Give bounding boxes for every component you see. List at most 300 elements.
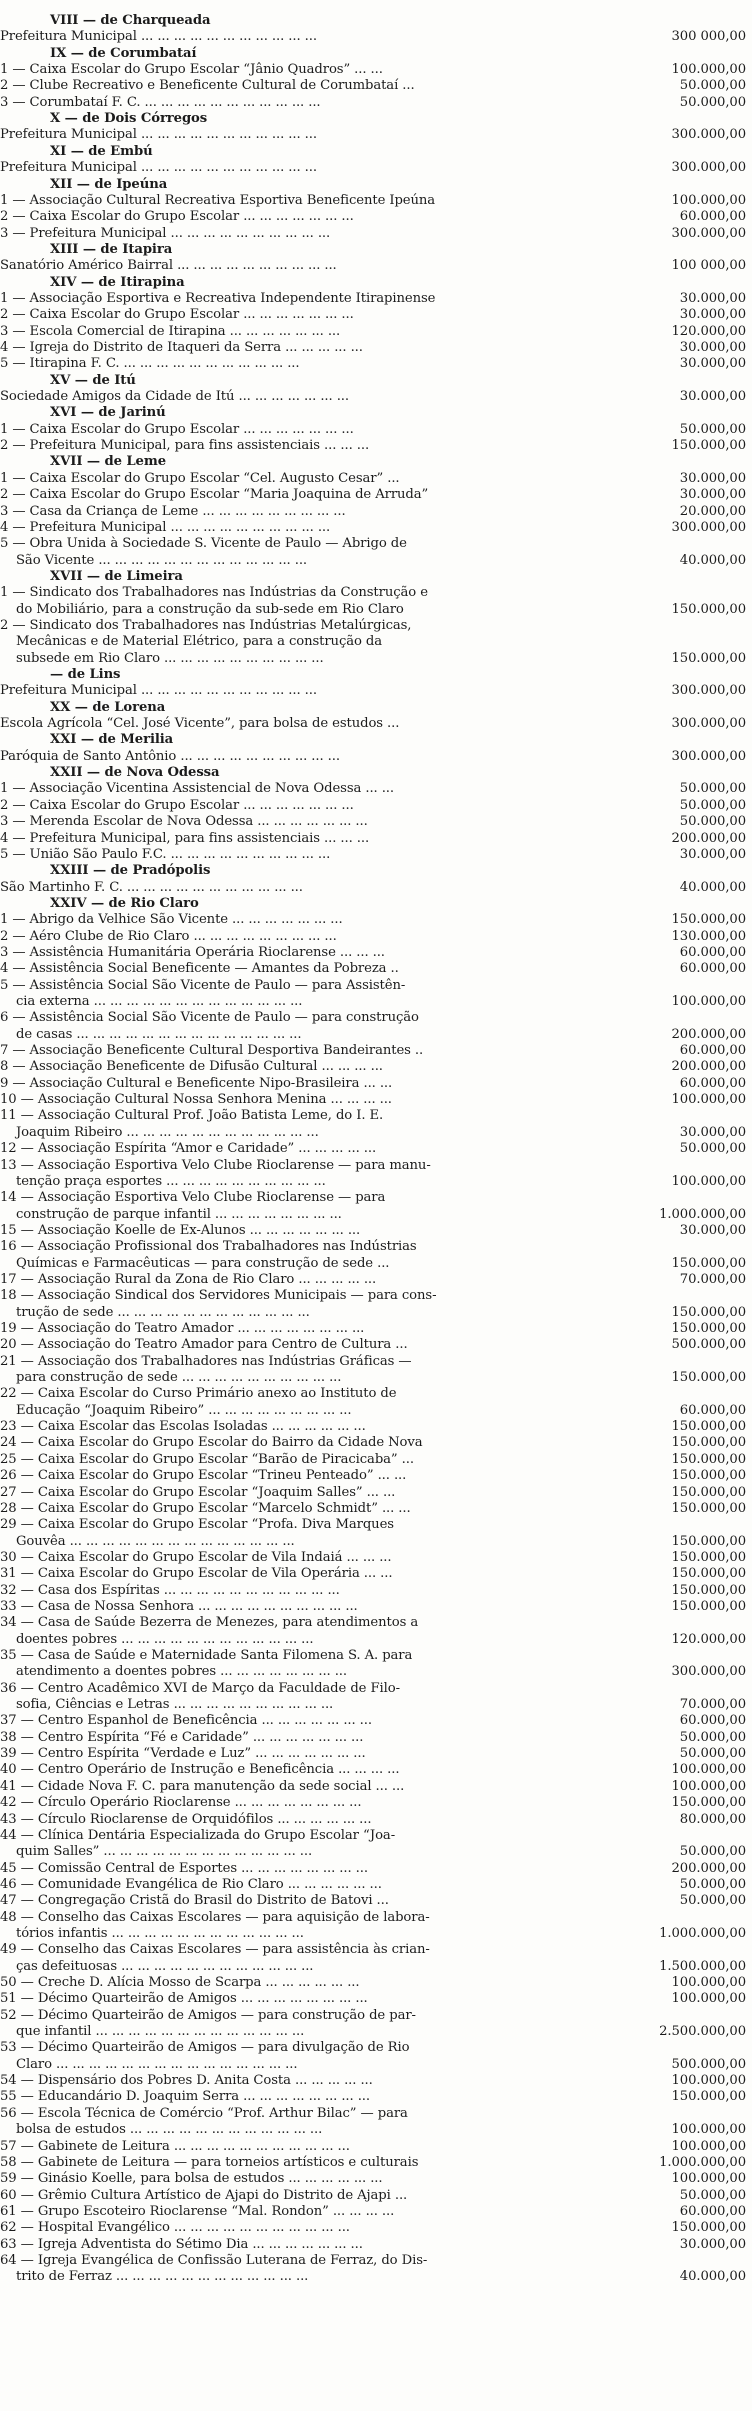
entry-text: 7 — Associação Beneficente Cultural Desportiva Bandeirantes .. — [0, 1043, 424, 1059]
entry-amount: 30.000,00 — [679, 2236, 746, 2252]
entry-amount: 2.500.000,00 — [659, 2024, 746, 2040]
entry-amount: 40.000,00 — [679, 879, 746, 895]
entry-continuation — [0, 993, 752, 1010]
entry-text: 37 — Centro Espanhol de Beneficência ... ... ... ... ... ... ... — [0, 1713, 372, 1729]
entry-amount: 150.000,00 — [671, 1304, 746, 1320]
entry-amount: 1.000.000,00 — [659, 1925, 746, 1941]
entry-amount: 30.000,00 — [679, 846, 746, 862]
entry-amount: 150.000,00 — [671, 1566, 746, 1582]
entry-amount: 50.000,00 — [679, 78, 746, 94]
entry-line — [0, 2105, 752, 2122]
entry-line — [0, 977, 752, 994]
entry-text: 1 — Associação Esportiva e Recreativa Independente Itirapinense — [0, 290, 436, 306]
entry-line — [0, 830, 752, 847]
section-heading — [0, 453, 752, 470]
entry-text: Gouvêa ... ... ... ... ... ... ... ... ... ... ... ... ... ... — [16, 1533, 295, 1549]
entry-text: 63 — Igreja Adventista do Sétimo Dia ... ... ... ... ... ... ... — [0, 2236, 363, 2252]
entry-amount: 100.000,00 — [671, 2122, 746, 2138]
entry-amount: 1.500.000,00 — [659, 1958, 746, 1974]
entry-line — [0, 1729, 752, 1746]
entry-text: ças defeituosas ... ... ... ... ... ... ... ... ... ... ... ... — [16, 1958, 314, 1974]
entry-amount: 200.000,00 — [671, 1059, 746, 1075]
entry-line — [0, 1058, 752, 1075]
entry-line — [0, 225, 752, 242]
section-heading — [0, 110, 752, 127]
entry-continuation — [0, 1304, 752, 1321]
entry-continuation — [0, 650, 752, 667]
section-heading-text: XX — de Lorena — [50, 699, 166, 715]
entry-line — [0, 1582, 752, 1599]
entry-line — [0, 2252, 752, 2269]
entry-continuation — [0, 601, 752, 618]
entry-text: 8 — Associação Beneficente de Difusão Cultural ... ... ... ... — [0, 1059, 383, 1075]
entry-amount: 300.000,00 — [671, 748, 746, 764]
entry-line — [0, 388, 752, 405]
entry-line — [0, 1892, 752, 1909]
entry-line — [0, 1467, 752, 1484]
section-heading-text: XIII — de Itapira — [50, 241, 173, 257]
entry-line — [0, 1712, 752, 1729]
entry-amount: 150.000,00 — [671, 1500, 746, 1516]
entry-amount: 300.000,00 — [671, 225, 746, 241]
entry-text: 1 — Associação Cultural Recreativa Esportiva Beneficente Ipeúna — [0, 192, 436, 208]
entry-line — [0, 1860, 752, 1877]
entry-amount: 300.000,00 — [671, 127, 746, 143]
entry-line — [0, 879, 752, 896]
entry-text: Prefeitura Municipal ... ... ... ... ... ... ... ... ... ... ... — [0, 683, 317, 699]
entry-line — [0, 1353, 752, 1370]
entry-text: 2 — Caixa Escolar do Grupo Escolar ... ... ... ... ... ... ... — [0, 797, 354, 813]
entry-text: 1 — Sindicato dos Trabalhadores nas Indústrias da Construção e — [0, 585, 428, 601]
entry-text: 4 — Prefeitura Municipal, para fins assistenciais ... ... ... — [0, 830, 370, 846]
entry-text: 3 — Assistência Humanitária Operária Rioclarense ... ... ... — [0, 944, 385, 960]
entry-text: Escola Agrícola “Cel. José Vicente”, para bolsa de estudos ... — [0, 716, 400, 732]
entry-text: 26 — Caixa Escolar do Grupo Escolar “Trineu Penteado” ... ... — [0, 1468, 407, 1484]
entry-line — [0, 1794, 752, 1811]
entry-text: 22 — Caixa Escolar do Curso Primário anexo ao Instituto de — [0, 1386, 397, 1402]
entry-amount: 150.000,00 — [671, 1419, 746, 1435]
entry-text: 13 — Associação Esportiva Velo Clube Rioclarense — para manu- — [0, 1157, 431, 1173]
entry-amount: 40.000,00 — [679, 2269, 746, 2285]
entry-amount: 50.000,00 — [679, 781, 746, 797]
entry-amount: 150.000,00 — [671, 438, 746, 454]
entry-line — [0, 2039, 752, 2056]
entry-text: 12 — Associação Espírita “Amor e Caridade” ... ... ... ... ... — [0, 1141, 377, 1157]
entry-text: 4 — Assistência Social Beneficente — Amantes da Pobreza .. — [0, 961, 399, 977]
entry-line — [0, 1107, 752, 1124]
entry-line — [0, 2187, 752, 2204]
entry-line — [0, 1091, 752, 1108]
entry-text: trito de Ferraz ... ... ... ... ... ... ... ... ... ... ... ... — [16, 2269, 309, 2285]
entry-line — [0, 944, 752, 961]
entry-continuation — [0, 1958, 752, 1975]
entry-text: 2 — Prefeitura Municipal, para fins assistenciais ... ... ... — [0, 438, 370, 454]
entry-text: 3 — Casa da Criança de Leme ... ... ... ... ... ... ... ... ... — [0, 503, 346, 519]
entry-text: 38 — Centro Espírita “Fé e Caridade” ... ... ... ... ... ... ... — [0, 1729, 364, 1745]
entry-continuation — [0, 1255, 752, 1272]
entry-text: 46 — Comunidade Evangélica de Rio Claro ... ... ... ... ... ... — [0, 1876, 382, 1892]
entry-line — [0, 2219, 752, 2236]
entry-line — [0, 2203, 752, 2220]
entry-text: 9 — Associação Cultural e Beneficente Nipo-Brasileira ... ... — [0, 1075, 393, 1091]
entry-continuation — [0, 552, 752, 569]
section-heading-text: X — de Dois Córregos — [50, 111, 208, 127]
entry-line — [0, 1385, 752, 1402]
entry-text: Educação “Joaquim Ribeiro” ... ... ... ... ... ... ... ... ... — [16, 1402, 352, 1418]
entry-line — [0, 126, 752, 143]
entry-text: 2 — Clube Recreativo e Beneficente Cultural de Corumbataí ... — [0, 78, 415, 94]
entry-amount: 150.000,00 — [671, 1549, 746, 1565]
entry-line — [0, 1941, 752, 1958]
entry-amount: 150.000,00 — [671, 1582, 746, 1598]
entry-line — [0, 1042, 752, 1059]
entry-text: 41 — Cidade Nova F. C. para manutenção da sede social ... ... — [0, 1778, 405, 1794]
entry-line — [0, 960, 752, 977]
entry-line — [0, 503, 752, 520]
entry-continuation — [0, 1124, 752, 1141]
entry-line — [0, 257, 752, 274]
entry-continuation — [0, 2268, 752, 2285]
entry-continuation — [0, 1206, 752, 1223]
entry-line — [0, 1778, 752, 1795]
entry-text: 42 — Círculo Operário Rioclarense ... ... ... ... ... ... ... ... — [0, 1795, 362, 1811]
entry-line — [0, 1451, 752, 1468]
entry-text: Sociedade Amigos da Cidade de Itú ... ... ... ... ... ... ... — [0, 389, 349, 405]
entry-text: 23 — Caixa Escolar das Escolas Isoladas ... ... ... ... ... ... — [0, 1419, 366, 1435]
entry-text: 58 — Gabinete de Leitura — para torneios artísticos e culturais — [0, 2154, 419, 2170]
entry-continuation — [0, 2121, 752, 2138]
entry-text: 2 — Sindicato dos Trabalhadores nas Indústrias Metalúrgicas, — [0, 617, 412, 633]
section-heading-text: XVI — de Jarinú — [50, 405, 166, 421]
entry-line — [0, 1680, 752, 1697]
entry-amount: 60.000,00 — [679, 944, 746, 960]
entry-amount: 100.000,00 — [671, 1173, 746, 1189]
entry-amount: 50.000,00 — [679, 2187, 746, 2203]
entry-amount: 60.000,00 — [679, 2203, 746, 2219]
entry-amount: 70.000,00 — [679, 1697, 746, 1713]
entry-line — [0, 1336, 752, 1353]
entry-amount: 300.000,00 — [671, 716, 746, 732]
entry-amount: 20.000,00 — [679, 503, 746, 519]
entry-amount: 500.000,00 — [671, 2056, 746, 2072]
entry-text: 44 — Clínica Dentária Especializada do Grupo Escolar “Joa- — [0, 1827, 396, 1843]
entry-text: 53 — Décimo Quarteirão de Amigos — para divulgação de Rio — [0, 2040, 410, 2056]
section-heading-text: XXII — de Nova Odessa — [50, 765, 220, 781]
entry-line — [0, 2007, 752, 2024]
entry-line — [0, 77, 752, 94]
entry-text: 57 — Gabinete de Leitura ... ... ... ... ... ... ... ... ... ... ... — [0, 2138, 350, 2154]
entry-text: 1 — Caixa Escolar do Grupo Escolar “Cel. Augusto Cesar” ... — [0, 470, 400, 486]
entry-text: 35 — Casa de Saúde e Maternidade Santa Filomena S. A. para — [0, 1648, 413, 1663]
entry-line — [0, 1287, 752, 1304]
entry-line — [0, 1647, 752, 1664]
entry-line — [0, 1516, 752, 1533]
entry-text: 61 — Grupo Escoteiro Rioclarense “Mal. Rondon” ... ... ... ... — [0, 2203, 395, 2219]
entry-amount: 100.000,00 — [671, 994, 746, 1009]
entry-text: 32 — Casa dos Espíritas ... ... ... ... ... ... ... ... ... ... ... — [0, 1582, 340, 1598]
entry-text: 6 — Assistência Social São Vicente de Paulo — para construção — [0, 1010, 419, 1026]
section-heading-text: XVII — de Leme — [50, 454, 166, 470]
entry-text: 15 — Associação Koelle de Ex-Alunos ... ... ... ... ... ... ... — [0, 1222, 361, 1238]
entry-amount: 60.000,00 — [679, 1402, 746, 1418]
entry-line — [0, 911, 752, 928]
entry-line — [0, 1811, 752, 1828]
entry-text: 11 — Associação Cultural Prof. João Batista Leme, do I. E. — [0, 1108, 384, 1124]
entry-amount: 100.000,00 — [671, 1778, 746, 1794]
entry-amount: 200.000,00 — [671, 830, 746, 846]
entry-text: 49 — Conselho das Caixas Escolares — para assistência às crian- — [0, 1942, 430, 1958]
entry-line — [0, 1990, 752, 2007]
section-heading-text: — de Lins — [50, 667, 121, 682]
entry-line — [0, 1418, 752, 1435]
entry-line — [0, 1320, 752, 1337]
entry-amount: 60.000,00 — [679, 209, 746, 225]
section-heading — [0, 862, 752, 879]
section-heading — [0, 699, 752, 716]
entry-amount: 50.000,00 — [679, 1141, 746, 1157]
entry-line — [0, 437, 752, 454]
section-heading-text: XIV — de Itirapina — [50, 274, 185, 290]
entry-line — [0, 584, 752, 601]
entry-text: 60 — Grêmio Cultura Artístico de Ajapi do Distrito de Ajapi ... — [0, 2187, 408, 2203]
entry-amount: 150.000,00 — [671, 1451, 746, 1467]
entry-amount: 30.000,00 — [679, 1124, 746, 1140]
entry-text: construção de parque infantil ... ... ... ... ... ... ... ... — [16, 1206, 342, 1222]
entry-line — [0, 813, 752, 830]
section-heading-text: VIII — de Charqueada — [50, 13, 211, 28]
entry-text: 59 — Ginásio Koelle, para bolsa de estudos ... ... ... ... ... ... — [0, 2171, 383, 2187]
section-heading-text: IX — de Corumbataí — [50, 45, 197, 61]
entry-line — [0, 208, 752, 225]
entry-text: 3 — Merenda Escolar de Nova Odessa ... ... ... ... ... ... ... — [0, 814, 368, 830]
entry-text: Joaquim Ribeiro ... ... ... ... ... ... ... ... ... ... ... ... — [16, 1124, 319, 1140]
entry-text: 20 — Associação do Teatro Amador para Centro de Cultura ... — [0, 1337, 408, 1353]
entry-text: 2 — Caixa Escolar do Grupo Escolar ... ... ... ... ... ... ... — [0, 209, 354, 225]
entry-amount: 300.000,00 — [671, 683, 746, 699]
entry-text: 54 — Dispensário dos Pobres D. Anita Costa ... ... ... ... ... — [0, 2073, 373, 2089]
entry-amount: 60.000,00 — [679, 1043, 746, 1059]
entry-text: 47 — Congregação Cristã do Brasil do Distrito de Batovi ... — [0, 1893, 389, 1909]
entry-text: 34 — Casa de Saúde Bezerra de Menezes, para atendimentos a — [0, 1615, 419, 1631]
entry-line — [0, 306, 752, 323]
section-heading — [0, 176, 752, 193]
entry-text: 56 — Escola Técnica de Comércio “Prof. Arthur Bilac” — para — [0, 2105, 408, 2121]
section-heading — [0, 241, 752, 258]
entry-amount: 50.000,00 — [679, 1876, 746, 1892]
entry-line — [0, 1761, 752, 1778]
entry-text: 28 — Caixa Escolar do Grupo Escolar “Marcelo Schmidt” ... ... — [0, 1500, 411, 1516]
entry-continuation — [0, 1369, 752, 1386]
entry-amount: 150.000,00 — [671, 2220, 746, 2236]
entry-amount: 150.000,00 — [671, 650, 746, 666]
entry-text: Prefeitura Municipal ... ... ... ... ... ... ... ... ... ... ... — [0, 160, 317, 176]
entry-line — [0, 682, 752, 699]
entry-amount: 200.000,00 — [671, 1860, 746, 1876]
entry-amount: 150.000,00 — [671, 1321, 746, 1336]
entry-line — [0, 1222, 752, 1239]
entry-text: 4 — Prefeitura Municipal ... ... ... ... ... ... ... ... ... ... — [0, 519, 331, 535]
entry-text: 1 — Caixa Escolar do Grupo Escolar “Jânio Quadros” ... ... — [0, 62, 383, 78]
entry-text: 45 — Comissão Central de Esportes ... ... ... ... ... ... ... ... — [0, 1860, 368, 1876]
entry-text: 18 — Associação Sindical dos Servidores Municipais — para cons- — [0, 1288, 437, 1304]
entry-line — [0, 780, 752, 797]
entry-amount: 1.000.000,00 — [659, 2154, 746, 2170]
entry-line — [0, 748, 752, 765]
entry-text: 1 — Abrigo da Velhice São Vicente ... ... ... ... ... ... ... — [0, 912, 343, 928]
entry-text: 2 — Aéro Clube de Rio Claro ... ... ... ... ... ... ... ... ... — [0, 928, 337, 944]
entry-text: 10 — Associação Cultural Nossa Senhora Menina ... ... ... ... — [0, 1092, 392, 1108]
entry-line — [0, 2154, 752, 2171]
entry-amount: 100.000,00 — [671, 1975, 746, 1990]
entry-line — [0, 2170, 752, 2187]
entry-line — [0, 1434, 752, 1451]
entry-text: 5 — União São Paulo F.C. ... ... ... ... ... ... ... ... ... ... — [0, 846, 331, 862]
entry-text: sofia, Ciências e Letras ... ... ... ... ... ... ... ... ... ... — [16, 1697, 334, 1713]
entry-amount: 30.000,00 — [679, 389, 746, 405]
entry-line — [0, 1271, 752, 1288]
entry-amount: 120.000,00 — [671, 323, 746, 339]
section-heading — [0, 666, 752, 683]
entry-text: 16 — Associação Profissional dos Trabalhadores nas Indústrias — [0, 1239, 417, 1255]
entry-amount: 60.000,00 — [679, 1075, 746, 1091]
section-heading-text: XXIII — de Pradópolis — [50, 863, 211, 879]
entry-text: 17 — Associação Rural da Zona de Rio Claro ... ... ... ... ... — [0, 1271, 377, 1287]
section-heading — [0, 568, 752, 585]
entry-line — [0, 1189, 752, 1206]
entry-amount: 150.000,00 — [671, 1795, 746, 1811]
entry-continuation — [0, 1631, 752, 1648]
entry-line — [0, 28, 752, 45]
entry-text: Prefeitura Municipal ... ... ... ... ... ... ... ... ... ... ... — [0, 29, 317, 45]
entry-text: 51 — Décimo Quarteirão de Amigos ... ... ... ... ... ... ... ... — [0, 1991, 368, 2007]
entry-text: 3 — Prefeitura Municipal ... ... ... ... ... ... ... ... ... ... — [0, 225, 331, 241]
entry-line — [0, 192, 752, 209]
entry-amount: 30.000,00 — [679, 470, 746, 486]
entry-amount: 70.000,00 — [679, 1271, 746, 1287]
entry-text: 24 — Caixa Escolar do Grupo Escolar do Bairro da Cidade Nova — [0, 1435, 423, 1451]
entry-amount: 100.000,00 — [671, 1991, 746, 2007]
entry-amount: 50.000,00 — [679, 814, 746, 830]
entry-line — [0, 421, 752, 438]
entry-continuation — [0, 2023, 752, 2040]
section-heading — [0, 274, 752, 291]
entry-text: cia externa ... ... ... ... ... ... ... ... ... ... ... ... ... — [16, 994, 303, 1009]
entry-text: Mecânicas e de Material Elétrico, para a construção da — [16, 634, 383, 650]
entry-amount: 80.000,00 — [679, 1811, 746, 1827]
entry-text: Prefeitura Municipal ... ... ... ... ... ... ... ... ... ... ... — [0, 127, 317, 143]
entry-text: bolsa de estudos ... ... ... ... ... ... ... ... ... ... ... ... — [16, 2122, 323, 2138]
section-heading — [0, 764, 752, 781]
entry-continuation — [0, 1696, 752, 1713]
entry-text: Químicas e Farmacêuticas — para construção de sede ... — [16, 1255, 390, 1271]
entry-continuation — [0, 1533, 752, 1550]
entry-text: 27 — Caixa Escolar do Grupo Escolar “Joaquim Salles” ... ... — [0, 1484, 396, 1500]
section-heading — [0, 12, 752, 29]
entry-amount: 150.000,00 — [671, 1370, 746, 1386]
entry-text: 19 — Associação do Teatro Amador ... ... ... ... ... ... ... ... — [0, 1321, 365, 1336]
entry-line — [0, 2072, 752, 2089]
entry-amount: 30.000,00 — [679, 340, 746, 355]
entry-line — [0, 715, 752, 732]
section-heading — [0, 404, 752, 421]
entry-continuation — [0, 1173, 752, 1190]
entry-text: 2 — Caixa Escolar do Grupo Escolar ... ... ... ... ... ... ... — [0, 307, 354, 323]
entry-text: do Mobiliário, para a construção da sub-sede em Rio Claro — [16, 601, 404, 617]
entry-line — [0, 519, 752, 536]
entry-line — [0, 290, 752, 307]
entry-text: 5 — Itirapina F. C. ... ... ... ... ... ... ... ... ... ... ... — [0, 356, 300, 372]
entry-amount: 100.000,00 — [671, 2073, 746, 2089]
entry-amount: 150.000,00 — [671, 1598, 746, 1614]
section-heading — [0, 45, 752, 62]
entry-text: São Martinho F. C. ... ... ... ... ... ... ... ... ... ... ... — [0, 879, 303, 895]
entry-continuation — [0, 2056, 752, 2073]
entry-amount: 300 000,00 — [671, 29, 746, 45]
entry-text: 43 — Círculo Rioclarense de Orquidófilos ... ... ... ... ... ... — [0, 1811, 372, 1827]
entry-text: tórios infantis ... ... ... ... ... ... ... ... ... ... ... ... — [16, 1925, 304, 1941]
entry-text: de casas ... ... ... ... ... ... ... ... ... ... ... ... ... ... — [16, 1026, 302, 1042]
entry-amount: 150.000,00 — [671, 601, 746, 617]
entry-line — [0, 61, 752, 78]
entry-continuation — [0, 1663, 752, 1680]
entry-line — [0, 1827, 752, 1844]
section-heading — [0, 372, 752, 389]
entry-line — [0, 2236, 752, 2253]
entry-text: 21 — Associação dos Trabalhadores nas Indústrias Gráficas — — [0, 1353, 412, 1369]
entry-line — [0, 1909, 752, 1926]
entry-text: 25 — Caixa Escolar do Grupo Escolar “Barão de Piracicaba” ... — [0, 1451, 414, 1467]
entry-text: que infantil ... ... ... ... ... ... ... ... ... ... ... ... ... — [16, 2024, 305, 2040]
entry-line — [0, 797, 752, 814]
section-heading — [0, 731, 752, 748]
entry-line — [0, 1484, 752, 1501]
entry-amount: 100.000,00 — [671, 1092, 746, 1108]
entry-text: 14 — Associação Esportiva Velo Clube Rioclarense — para — [0, 1190, 386, 1206]
entry-text: 2 — Caixa Escolar do Grupo Escolar “Maria Joaquina de Arruda” — [0, 487, 429, 503]
entry-text: 33 — Casa de Nossa Senhora ... ... ... ... ... ... ... ... ... ... — [0, 1598, 358, 1614]
entry-text: 48 — Conselho das Caixas Escolares — para aquisição de labora- — [0, 1909, 430, 1925]
entry-amount: 100.000,00 — [671, 62, 746, 78]
entry-text: 3 — Corumbataí F. C. ... ... ... ... ... ... ... ... ... ... ... — [0, 94, 321, 110]
entry-continuation — [0, 1843, 752, 1860]
entry-line — [0, 1614, 752, 1631]
entry-amount: 150.000,00 — [671, 1533, 746, 1549]
entry-continuation — [0, 1026, 752, 1043]
entry-amount: 200.000,00 — [671, 1026, 746, 1042]
entry-line — [0, 159, 752, 176]
entry-amount: 50.000,00 — [679, 1729, 746, 1745]
entry-line — [0, 1565, 752, 1582]
entry-line — [0, 355, 752, 372]
entry-amount: 500.000,00 — [671, 1337, 746, 1353]
entry-amount: 150.000,00 — [671, 912, 746, 928]
entry-text: subsede em Rio Claro ... ... ... ... ... ... ... ... ... ... — [16, 650, 324, 666]
entry-line — [0, 846, 752, 863]
entry-text: 5 — Assistência Social São Vicente de Paulo — para Assistên- — [0, 977, 406, 993]
entry-amount: 300.000,00 — [671, 160, 746, 176]
entry-line — [0, 2138, 752, 2155]
entry-line — [0, 1009, 752, 1026]
entry-line — [0, 1140, 752, 1157]
entry-line — [0, 1500, 752, 1517]
entry-text: 62 — Hospital Evangélico ... ... ... ... ... ... ... ... ... ... ... — [0, 2220, 350, 2236]
entry-line — [0, 617, 752, 634]
entry-continuation — [0, 1402, 752, 1419]
entry-amount: 150.000,00 — [671, 1468, 746, 1484]
entry-amount: 100.000,00 — [671, 2171, 746, 2187]
entry-amount: 300.000,00 — [671, 519, 746, 535]
entry-text: trução de sede ... ... ... ... ... ... ... ... ... ... ... ... — [16, 1304, 310, 1320]
